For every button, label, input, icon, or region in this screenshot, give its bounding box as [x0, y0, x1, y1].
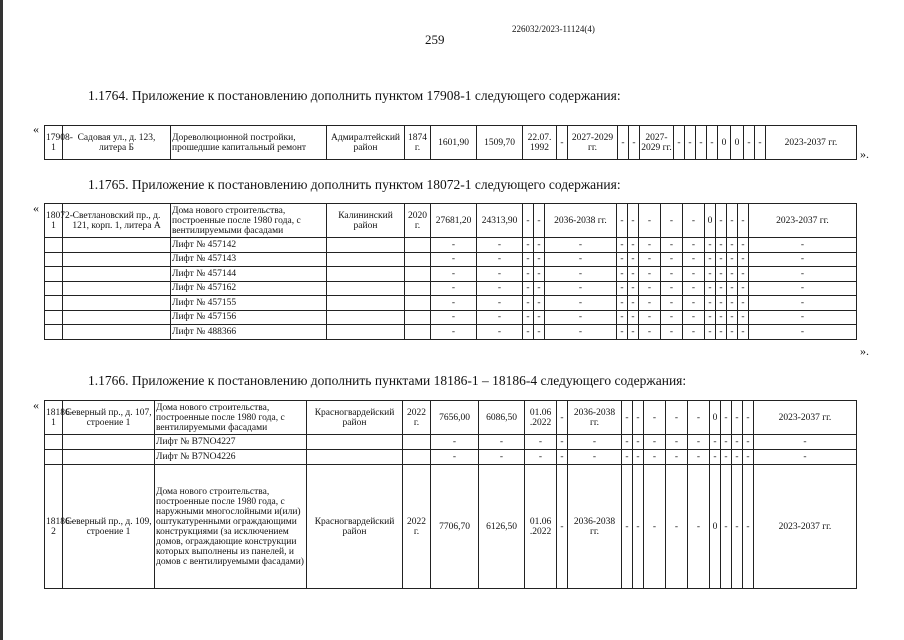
empty-cell [403, 450, 431, 465]
district-cell: Адмиралтейский район [327, 126, 405, 160]
area-total-cell: 1601,90 [431, 126, 477, 160]
empty-cell [63, 450, 155, 465]
dash-cell: - [628, 267, 639, 282]
empty-cell [63, 325, 171, 340]
area-total-cell: 27681,20 [431, 204, 477, 238]
dash-cell: - [661, 281, 683, 296]
area-total-cell: 7656,00 [431, 401, 479, 435]
dash-cell: - [727, 204, 738, 238]
dash-cell: - [743, 465, 754, 589]
dash-cell: - [431, 281, 477, 296]
dash-cell: - [477, 281, 523, 296]
page-edge [0, 0, 3, 640]
dash-cell: - [738, 238, 749, 253]
dash-cell: - [732, 401, 743, 435]
dash-cell: - [710, 435, 721, 450]
dash-cell: - [666, 435, 688, 450]
dash-cell: - [732, 450, 743, 465]
dash-cell: - [727, 238, 738, 253]
dash-cell: - [523, 281, 534, 296]
dash-cell: - [738, 296, 749, 311]
dash-cell: - [705, 267, 716, 282]
zero-cell: 0 [731, 126, 744, 160]
dash-cell: - [716, 281, 727, 296]
dash-cell: - [534, 325, 545, 340]
dash-cell: - [545, 252, 617, 267]
dash-cell: - [743, 435, 754, 450]
year-cell: 1874 г. [405, 126, 431, 160]
document-id: 226032/2023-11124(4) [512, 24, 595, 34]
empty-cell [405, 238, 431, 253]
empty-cell [327, 267, 405, 282]
dash-cell: - [685, 126, 696, 160]
dash-cell: - [639, 296, 661, 311]
lift-label: Лифт № 457162 [171, 281, 327, 296]
dash-cell: - [477, 296, 523, 311]
period-cell: 2027-2029 гг. [568, 126, 618, 160]
period-cell: 2027-2029 гг. [640, 126, 674, 160]
dash-cell: - [477, 252, 523, 267]
open-quote: « [33, 201, 39, 215]
dash-cell: - [683, 267, 705, 282]
dash-cell: - [749, 238, 857, 253]
empty-cell [63, 267, 171, 282]
address-cell: Северный пр., д. 109, строение 1 [63, 465, 155, 589]
empty-cell [327, 281, 405, 296]
date-cell: 01.06 .2022 [525, 401, 557, 435]
dash-cell: - [721, 450, 732, 465]
dash-cell: - [727, 281, 738, 296]
dash-cell: - [617, 325, 628, 340]
empty-cell [63, 310, 171, 325]
address-cell: Светлановский пр., д. 121, корп. 1, литера А [63, 204, 171, 238]
dash-cell: - [727, 267, 738, 282]
dash-cell: - [738, 325, 749, 340]
dash-cell: - [617, 238, 628, 253]
empty-cell [327, 252, 405, 267]
dash-cell: - [523, 310, 534, 325]
period-cell: 2036-2038 гг. [568, 401, 622, 435]
dash-cell: - [545, 296, 617, 311]
zero-cell: 0 [705, 204, 716, 238]
empty-cell [63, 435, 155, 450]
dash-cell: - [639, 325, 661, 340]
dash-cell: - [738, 281, 749, 296]
lift-label: Лифт № 457144 [171, 267, 327, 282]
dash-cell: - [622, 450, 633, 465]
dash-cell: - [568, 450, 622, 465]
dash-cell: - [683, 325, 705, 340]
address-cell: Северный пр., д. 107, строение 1 [63, 401, 155, 435]
dash-cell: - [683, 310, 705, 325]
dash-cell: - [754, 450, 857, 465]
empty-cell [45, 435, 63, 450]
close-quote: ». [860, 344, 869, 358]
dash-cell: - [710, 450, 721, 465]
dash-cell: - [479, 450, 525, 465]
dash-cell: - [644, 450, 666, 465]
dash-cell: - [545, 281, 617, 296]
empty-cell [45, 252, 63, 267]
table-row [45, 126, 857, 160]
dash-cell: - [749, 252, 857, 267]
dash-cell: - [683, 252, 705, 267]
dash-cell: - [661, 310, 683, 325]
dash-cell: - [557, 126, 568, 160]
dash-cell: - [523, 204, 534, 238]
building-type-cell: Дома нового строительства, построенные после 1980 года, с вентилируемыми фасадами [155, 401, 307, 435]
dash-cell: - [738, 310, 749, 325]
section-heading-1765: 1.1765. Приложение к постановлению дополнить пунктом 18072-1 следующего содержания: [88, 177, 621, 192]
zero-cell: 0 [718, 126, 731, 160]
dash-cell: - [639, 238, 661, 253]
date-cell: 01.06 .2022 [525, 465, 557, 589]
dash-cell: - [534, 252, 545, 267]
dash-cell: - [674, 126, 685, 160]
dash-cell: - [743, 401, 754, 435]
dash-cell: - [696, 126, 707, 160]
dash-cell: - [477, 310, 523, 325]
dash-cell: - [644, 465, 666, 589]
row-number: 17908-1 [45, 126, 63, 160]
district-cell: Красногвардейский район [307, 465, 403, 589]
dash-cell: - [545, 325, 617, 340]
lift-row [45, 325, 857, 340]
empty-cell [63, 296, 171, 311]
dash-cell: - [683, 281, 705, 296]
dash-cell: - [617, 252, 628, 267]
dash-cell: - [661, 204, 683, 238]
section-heading-1764: 1.1764. Приложение к постановлению дополнить пунктом 17908-1 следующего содержания: [88, 88, 621, 103]
dash-cell: - [754, 435, 857, 450]
dash-cell: - [545, 267, 617, 282]
dash-cell: - [644, 401, 666, 435]
open-quote: « [33, 398, 39, 412]
lift-label: Лифт № В7NO4226 [155, 450, 307, 465]
lift-row [45, 238, 857, 253]
dash-cell: - [431, 310, 477, 325]
lift-label: Лифт № В7NO4227 [155, 435, 307, 450]
dash-cell: - [629, 126, 640, 160]
dash-cell: - [688, 465, 710, 589]
dash-cell: - [431, 450, 479, 465]
area-living-cell: 24313,90 [477, 204, 523, 238]
dash-cell: - [617, 267, 628, 282]
dash-cell: - [666, 401, 688, 435]
period-cell: 2023-2037 гг. [754, 465, 857, 589]
lift-label: Лифт № 488366 [171, 325, 327, 340]
dash-cell: - [661, 267, 683, 282]
address-cell: Садовая ул., д. 123, литера Б [63, 126, 171, 160]
empty-cell [327, 296, 405, 311]
dash-cell: - [738, 267, 749, 282]
dash-cell: - [738, 252, 749, 267]
dash-cell: - [431, 435, 479, 450]
area-total-cell: 7706,70 [431, 465, 479, 589]
dash-cell: - [727, 252, 738, 267]
period-cell: 2036-2038 гг. [568, 465, 622, 589]
dash-cell: - [557, 435, 568, 450]
lift-row [45, 450, 857, 465]
empty-cell [327, 310, 405, 325]
lift-row [45, 267, 857, 282]
empty-cell [327, 325, 405, 340]
year-cell: 2022 г. [403, 401, 431, 435]
dash-cell: - [749, 281, 857, 296]
dash-cell: - [705, 296, 716, 311]
dash-cell: - [617, 296, 628, 311]
dash-cell: - [477, 325, 523, 340]
lift-label: Лифт № 457155 [171, 296, 327, 311]
period-cell: 2036-2038 гг. [545, 204, 617, 238]
dash-cell: - [617, 281, 628, 296]
empty-cell [405, 325, 431, 340]
dash-cell: - [688, 450, 710, 465]
dash-cell: - [534, 281, 545, 296]
empty-cell [63, 281, 171, 296]
dash-cell: - [721, 435, 732, 450]
building-type-cell: Дома нового строительства, построенные после 1980 года, с вентилируемыми фасадами [171, 204, 327, 238]
dash-cell: - [639, 267, 661, 282]
dash-cell: - [749, 296, 857, 311]
dash-cell: - [534, 204, 545, 238]
dash-cell: - [628, 296, 639, 311]
dash-cell: - [683, 238, 705, 253]
dash-cell: - [744, 126, 755, 160]
dash-cell: - [479, 435, 525, 450]
section-heading-1766: 1.1766. Приложение к постановлению дополнить пунктами 18186-1 – 18186-4 следующего содержания: [88, 373, 687, 388]
dash-cell: - [431, 238, 477, 253]
dash-cell: - [639, 204, 661, 238]
dash-cell: - [523, 267, 534, 282]
district-cell: Калининский район [327, 204, 405, 238]
empty-cell [45, 281, 63, 296]
dash-cell: - [628, 325, 639, 340]
dash-cell: - [618, 126, 629, 160]
dash-cell: - [721, 465, 732, 589]
dash-cell: - [743, 450, 754, 465]
dash-cell: - [545, 238, 617, 253]
dash-cell: - [716, 238, 727, 253]
dash-cell: - [557, 450, 568, 465]
dash-cell: - [639, 310, 661, 325]
date-cell: 22.07. 1992 [523, 126, 557, 160]
dash-cell: - [639, 281, 661, 296]
lift-row [45, 281, 857, 296]
dash-cell: - [633, 450, 644, 465]
dash-cell: - [628, 238, 639, 253]
dash-cell: - [683, 204, 705, 238]
dash-cell: - [477, 267, 523, 282]
dash-cell: - [628, 204, 639, 238]
dash-cell: - [716, 325, 727, 340]
empty-cell [405, 281, 431, 296]
dash-cell: - [545, 310, 617, 325]
empty-cell [45, 310, 63, 325]
dash-cell: - [477, 238, 523, 253]
district-cell: Красногвардейский район [307, 401, 403, 435]
empty-cell [307, 450, 403, 465]
table-row [45, 401, 857, 435]
dash-cell: - [705, 325, 716, 340]
empty-cell [63, 238, 171, 253]
dash-cell: - [557, 465, 568, 589]
dash-cell: - [628, 281, 639, 296]
dash-cell: - [705, 310, 716, 325]
dash-cell: - [523, 238, 534, 253]
row-number: 18186-2 [45, 465, 63, 589]
dash-cell: - [688, 435, 710, 450]
dash-cell: - [628, 310, 639, 325]
zero-cell: 0 [710, 465, 721, 589]
area-living-cell: 6086,50 [479, 401, 525, 435]
dash-cell: - [707, 126, 718, 160]
dash-cell: - [666, 465, 688, 589]
empty-cell [405, 310, 431, 325]
empty-cell [403, 435, 431, 450]
dash-cell: - [705, 238, 716, 253]
dash-cell: - [628, 252, 639, 267]
table-1764 [44, 125, 857, 160]
dash-cell: - [431, 267, 477, 282]
dash-cell: - [755, 126, 766, 160]
dash-cell: - [727, 296, 738, 311]
dash-cell: - [644, 435, 666, 450]
dash-cell: - [661, 296, 683, 311]
dash-cell: - [633, 435, 644, 450]
lift-row [45, 296, 857, 311]
lift-row [45, 310, 857, 325]
dash-cell: - [683, 296, 705, 311]
dash-cell: - [727, 325, 738, 340]
dash-cell: - [705, 252, 716, 267]
dash-cell: - [557, 401, 568, 435]
dash-cell: - [534, 267, 545, 282]
page-number: 259 [425, 32, 445, 47]
dash-cell: - [716, 252, 727, 267]
dash-cell: - [666, 450, 688, 465]
year-cell: 2020 г. [405, 204, 431, 238]
dash-cell: - [617, 204, 628, 238]
lift-label: Лифт № 457156 [171, 310, 327, 325]
lift-label: Лифт № 457143 [171, 252, 327, 267]
dash-cell: - [431, 325, 477, 340]
dash-cell: - [749, 325, 857, 340]
table-row [45, 465, 857, 589]
building-type-cell: Дореволюционной постройки, прошедшие капитальный ремонт [171, 126, 327, 160]
dash-cell: - [705, 281, 716, 296]
empty-cell [45, 238, 63, 253]
open-quote: « [33, 122, 39, 136]
row-number: 18186-1 [45, 401, 63, 435]
empty-cell [327, 238, 405, 253]
dash-cell: - [622, 435, 633, 450]
dash-cell: - [661, 252, 683, 267]
area-living-cell: 6126,50 [479, 465, 525, 589]
area-living-cell: 1509,70 [477, 126, 523, 160]
dash-cell: - [749, 310, 857, 325]
period-cell: 2023-2037 гг. [754, 401, 857, 435]
dash-cell: - [534, 310, 545, 325]
dash-cell: - [523, 252, 534, 267]
empty-cell [63, 252, 171, 267]
dash-cell: - [721, 401, 732, 435]
empty-cell [405, 267, 431, 282]
dash-cell: - [568, 435, 622, 450]
dash-cell: - [534, 238, 545, 253]
empty-cell [45, 450, 63, 465]
dash-cell: - [716, 310, 727, 325]
dash-cell: - [523, 325, 534, 340]
dash-cell: - [525, 450, 557, 465]
period-cell: 2023-2037 гг. [766, 126, 857, 160]
dash-cell: - [431, 252, 477, 267]
dash-cell: - [633, 401, 644, 435]
dash-cell: - [727, 310, 738, 325]
dash-cell: - [622, 465, 633, 589]
dash-cell: - [716, 204, 727, 238]
dash-cell: - [732, 435, 743, 450]
dash-cell: - [732, 465, 743, 589]
empty-cell [45, 325, 63, 340]
dash-cell: - [688, 401, 710, 435]
dash-cell: - [661, 325, 683, 340]
empty-cell [405, 296, 431, 311]
table-row [45, 204, 857, 238]
close-quote: ». [860, 147, 869, 161]
dash-cell: - [523, 296, 534, 311]
lift-label: Лифт № 457142 [171, 238, 327, 253]
lift-row [45, 435, 857, 450]
table-1765 [44, 203, 857, 340]
empty-cell [405, 252, 431, 267]
period-cell: 2023-2037 гг. [749, 204, 857, 238]
dash-cell: - [639, 252, 661, 267]
empty-cell [307, 435, 403, 450]
lift-row [45, 252, 857, 267]
dash-cell: - [622, 401, 633, 435]
dash-cell: - [431, 296, 477, 311]
dash-cell: - [661, 238, 683, 253]
table-1766 [44, 400, 857, 589]
dash-cell: - [525, 435, 557, 450]
dash-cell: - [716, 267, 727, 282]
year-cell: 2022 г. [403, 465, 431, 589]
dash-cell: - [738, 204, 749, 238]
dash-cell: - [534, 296, 545, 311]
dash-cell: - [716, 296, 727, 311]
dash-cell: - [617, 310, 628, 325]
empty-cell [45, 267, 63, 282]
empty-cell [45, 296, 63, 311]
dash-cell: - [633, 465, 644, 589]
zero-cell: 0 [710, 401, 721, 435]
row-number: 18072-1 [45, 204, 63, 238]
dash-cell: - [749, 267, 857, 282]
building-type-cell: Дома нового строительства, построенные после 1980 года, с наружными многослойными и(или) оштукатуренными ограждающими конструкциями (за исключением домов, ограждающие конструкции которых выполнены из панелей, и домов с вентилируемыми фасадами) [155, 465, 307, 589]
